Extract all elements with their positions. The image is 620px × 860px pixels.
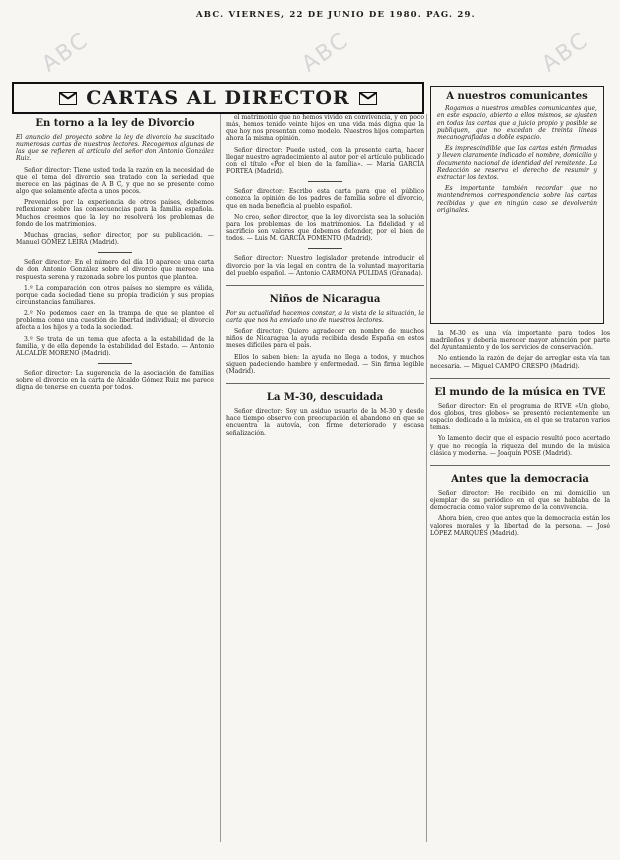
- letter-paragraph: Muchas gracias, señor director, por su publicación. — Manuel GÓMEZ LEIRA (Madrid).: [16, 231, 214, 247]
- envelope-icon: [359, 92, 377, 105]
- section-rule: [226, 285, 424, 286]
- section-rule: [430, 465, 610, 466]
- column-rule: [220, 114, 221, 842]
- letter-paragraph: No entiendo la razón de dejar de arreglar esta vía tan necesaria. — Miguel CAMPO CRESPO (Madrid).: [430, 355, 610, 370]
- letter-paragraph: Ahora bien, creo que antes que la democracia están los valores morales y la libertad de la persona. — José LÓPEZ MARQUÉS (Madrid).: [430, 515, 610, 537]
- letter-paragraph: Señor director: En el programa de RTVE «Un globo, dos globos, tres globos» se presentó recientemente un espacio dedicado a la música, en el que se trataron varios temas.: [430, 402, 610, 432]
- letter-paragraph: Ellos lo saben bien: la ayuda no llega a todos, y muchos siguen padeciendo hambre y enfermedad. — Sin firma legible (Madrid).: [226, 353, 424, 375]
- separator: [308, 181, 342, 182]
- notice-paragraph: Rogamos a nuestros amables comunicantes que, en este espacio, abierto a ellos mismos, se ajusten en todas las cartas que a juicio propio y posible se publiquen, que no excedan de treinta líneas mecanografiadas a doble espacio.: [437, 105, 597, 142]
- notice-paragraph: Es importante también recordar que no mantendremos correspondencia sobre las cartas recibidas y que en ningún caso se devolverán originales.: [437, 185, 597, 214]
- watermark: ABC: [37, 27, 94, 78]
- notice-title: A nuestros comunicantes: [446, 91, 588, 102]
- separator: [308, 248, 342, 249]
- page-header: ABC. VIERNES, 22 DE JUNIO DE 1980. PAG. 29.: [196, 10, 476, 20]
- letter-paragraph: Señor director: He recibido en mi domicilio un ejemplar de su periódico en el que se hablaba de la democracia como valor supremo de la convivencia.: [430, 489, 610, 512]
- letter-paragraph: Señor director: Escribo esta carta para que el público conozca la opinión de los padres de familia sobre el divorcio, que en nada beneficia al pueblo español.: [226, 188, 424, 210]
- letter-paragraph: 3.º Se trata de un tema que afecta a la estabilidad de la familia, y de ella depende la estabilidad del Estado. — Antonio ALCALDE MORENO (Madrid).: [16, 335, 214, 357]
- watermark: ABC: [297, 27, 354, 78]
- letter-paragraph: Señor director: Tiene usted toda la razón en la necesidad de que el tema del divorcio sea tratado con la seriedad que merece en las páginas de A B C, y que no se presente como algo que solamente afecta a unos pocos.: [16, 166, 214, 196]
- letter-paragraph: Prevenidos por la experiencia de otros países, debemos reflexionar sobre las consecuencias para la familia española. Muchos creemos que la ley no resolverá los problemas de fondo de los matrimonios.: [16, 199, 214, 228]
- section-rule: [226, 383, 424, 384]
- letter-paragraph: Señor director: La sugerencia de la asociación de familias sobre el divorcio en la carta de Alcaldo Gómez Ruiz me parece digna de tenerse en cuenta por todos.: [16, 370, 214, 392]
- letter-paragraph: Señor director: En el número del día 10 aparece una carta de don Antonio González sobre el divorcio que merece una respuesta serena y razonada sobre los puntos que plantea.: [16, 259, 214, 281]
- letter-paragraph: Señor director: Quiero agradecer en nombre de muchos niños de Nicaragua la ayuda recibida desde España en estos meses difíciles para el país.: [226, 328, 424, 350]
- article-title: Niños de Nicaragua: [269, 293, 381, 305]
- letter-paragraph: 1.º La comparación con otros países no siempre es válida, porque cada sociedad tiene su propia tradición y sus propias circunstancias familiares.: [16, 284, 214, 306]
- separator: [98, 252, 132, 253]
- letter-paragraph: Yo lamento decir que el espacio resultó poco acertado y que no recogía la riqueza del mundo de la música clásica y moderna. — Joaquín POSE (Madrid).: [430, 435, 610, 457]
- letter-paragraph: No creo, señor director, que la ley divorcista sea la solución para los problemas de los matrimonios. La fidelidad y el sacrificio son valores que debemos defender, por el bien de todos. — Luis M. GARCÍA FOMENTO (Madrid).: [226, 213, 424, 243]
- article-title: La M-30, descuidada: [266, 392, 384, 404]
- separator: [98, 363, 132, 364]
- column-1: [16, 118, 214, 396]
- article-lead: El anuncio del proyecto sobre la ley de divorcio ha suscitado numerosas cartas de nuestros lectores. Recogemos algunas de las que se refieren al artículo del señor don Antonio González Ruiz.: [16, 134, 214, 163]
- envelope-icon: [59, 92, 77, 105]
- letter-paragraph: Señor director: Puede usted, con la presente carta, hacer llegar nuestro agradecimiento al autor por el artículo publicado con el título «Por el bien de la familia». — María GARCÍA FORTEA (Madrid).: [226, 146, 424, 176]
- banner-title: CARTAS AL DIRECTOR: [86, 87, 350, 109]
- letter-paragraph: Señor director: Soy un asiduo usuario de la M-30 y desde hace tiempo observo con preocupación el abandono en que se encuentra la autovía, con firme deteriorado y escasa señalización.: [226, 408, 424, 437]
- letter-paragraph: 2.º No podemos caer en la trampa de que se plantee el problema como una cuestión de libertad individual; el divorcio afecta a los hijos y a toda la sociedad.: [16, 310, 214, 332]
- article-title: Antes que la democracia: [451, 473, 589, 485]
- column-rule: [426, 114, 427, 842]
- notice-box: [430, 86, 604, 324]
- section-rule: [430, 378, 610, 379]
- notice-paragraph: Es imprescindible que las cartas estén firmadas y lleven claramente indicado el nombre, domicilio y documento nacional de identidad del remitente. La Redacción se reserva el derecho de resumir y extractar los textos.: [437, 145, 597, 182]
- letter-paragraph: el matrimonio que no hemos vivido en convivencia, y en poco más, hemos tenido veinte hijos en una vida más digna que la que hoy nos presentan como modelo. Nuestros hijos comparten ahora la misma opinión.: [226, 114, 424, 143]
- section-banner: [12, 82, 424, 114]
- watermark: ABC: [537, 27, 594, 78]
- article-title: El mundo de la música en TVE: [434, 386, 606, 398]
- column-2: [226, 114, 424, 441]
- letter-paragraph: Señor director: Nuestro legislador pretende introducir el divorcio por la vía legal en contra de la voluntad mayoritaria del pueblo español. — Antonio CARMONA PULIDAS (Granada).: [226, 255, 424, 277]
- letter-paragraph: la M-30 es una vía importante para todos los madrileños y debería merecer mayor atención por parte del Ayuntamiento y de los servicios de conservación.: [430, 330, 610, 352]
- article-lead: Por su actualidad hacemos constar, a la vista de la situación, la carta que nos ha enviado uno de nuestros lectores.: [226, 309, 424, 324]
- column-3: [430, 330, 610, 541]
- article-title: En torno a la ley de Divorcio: [35, 118, 195, 129]
